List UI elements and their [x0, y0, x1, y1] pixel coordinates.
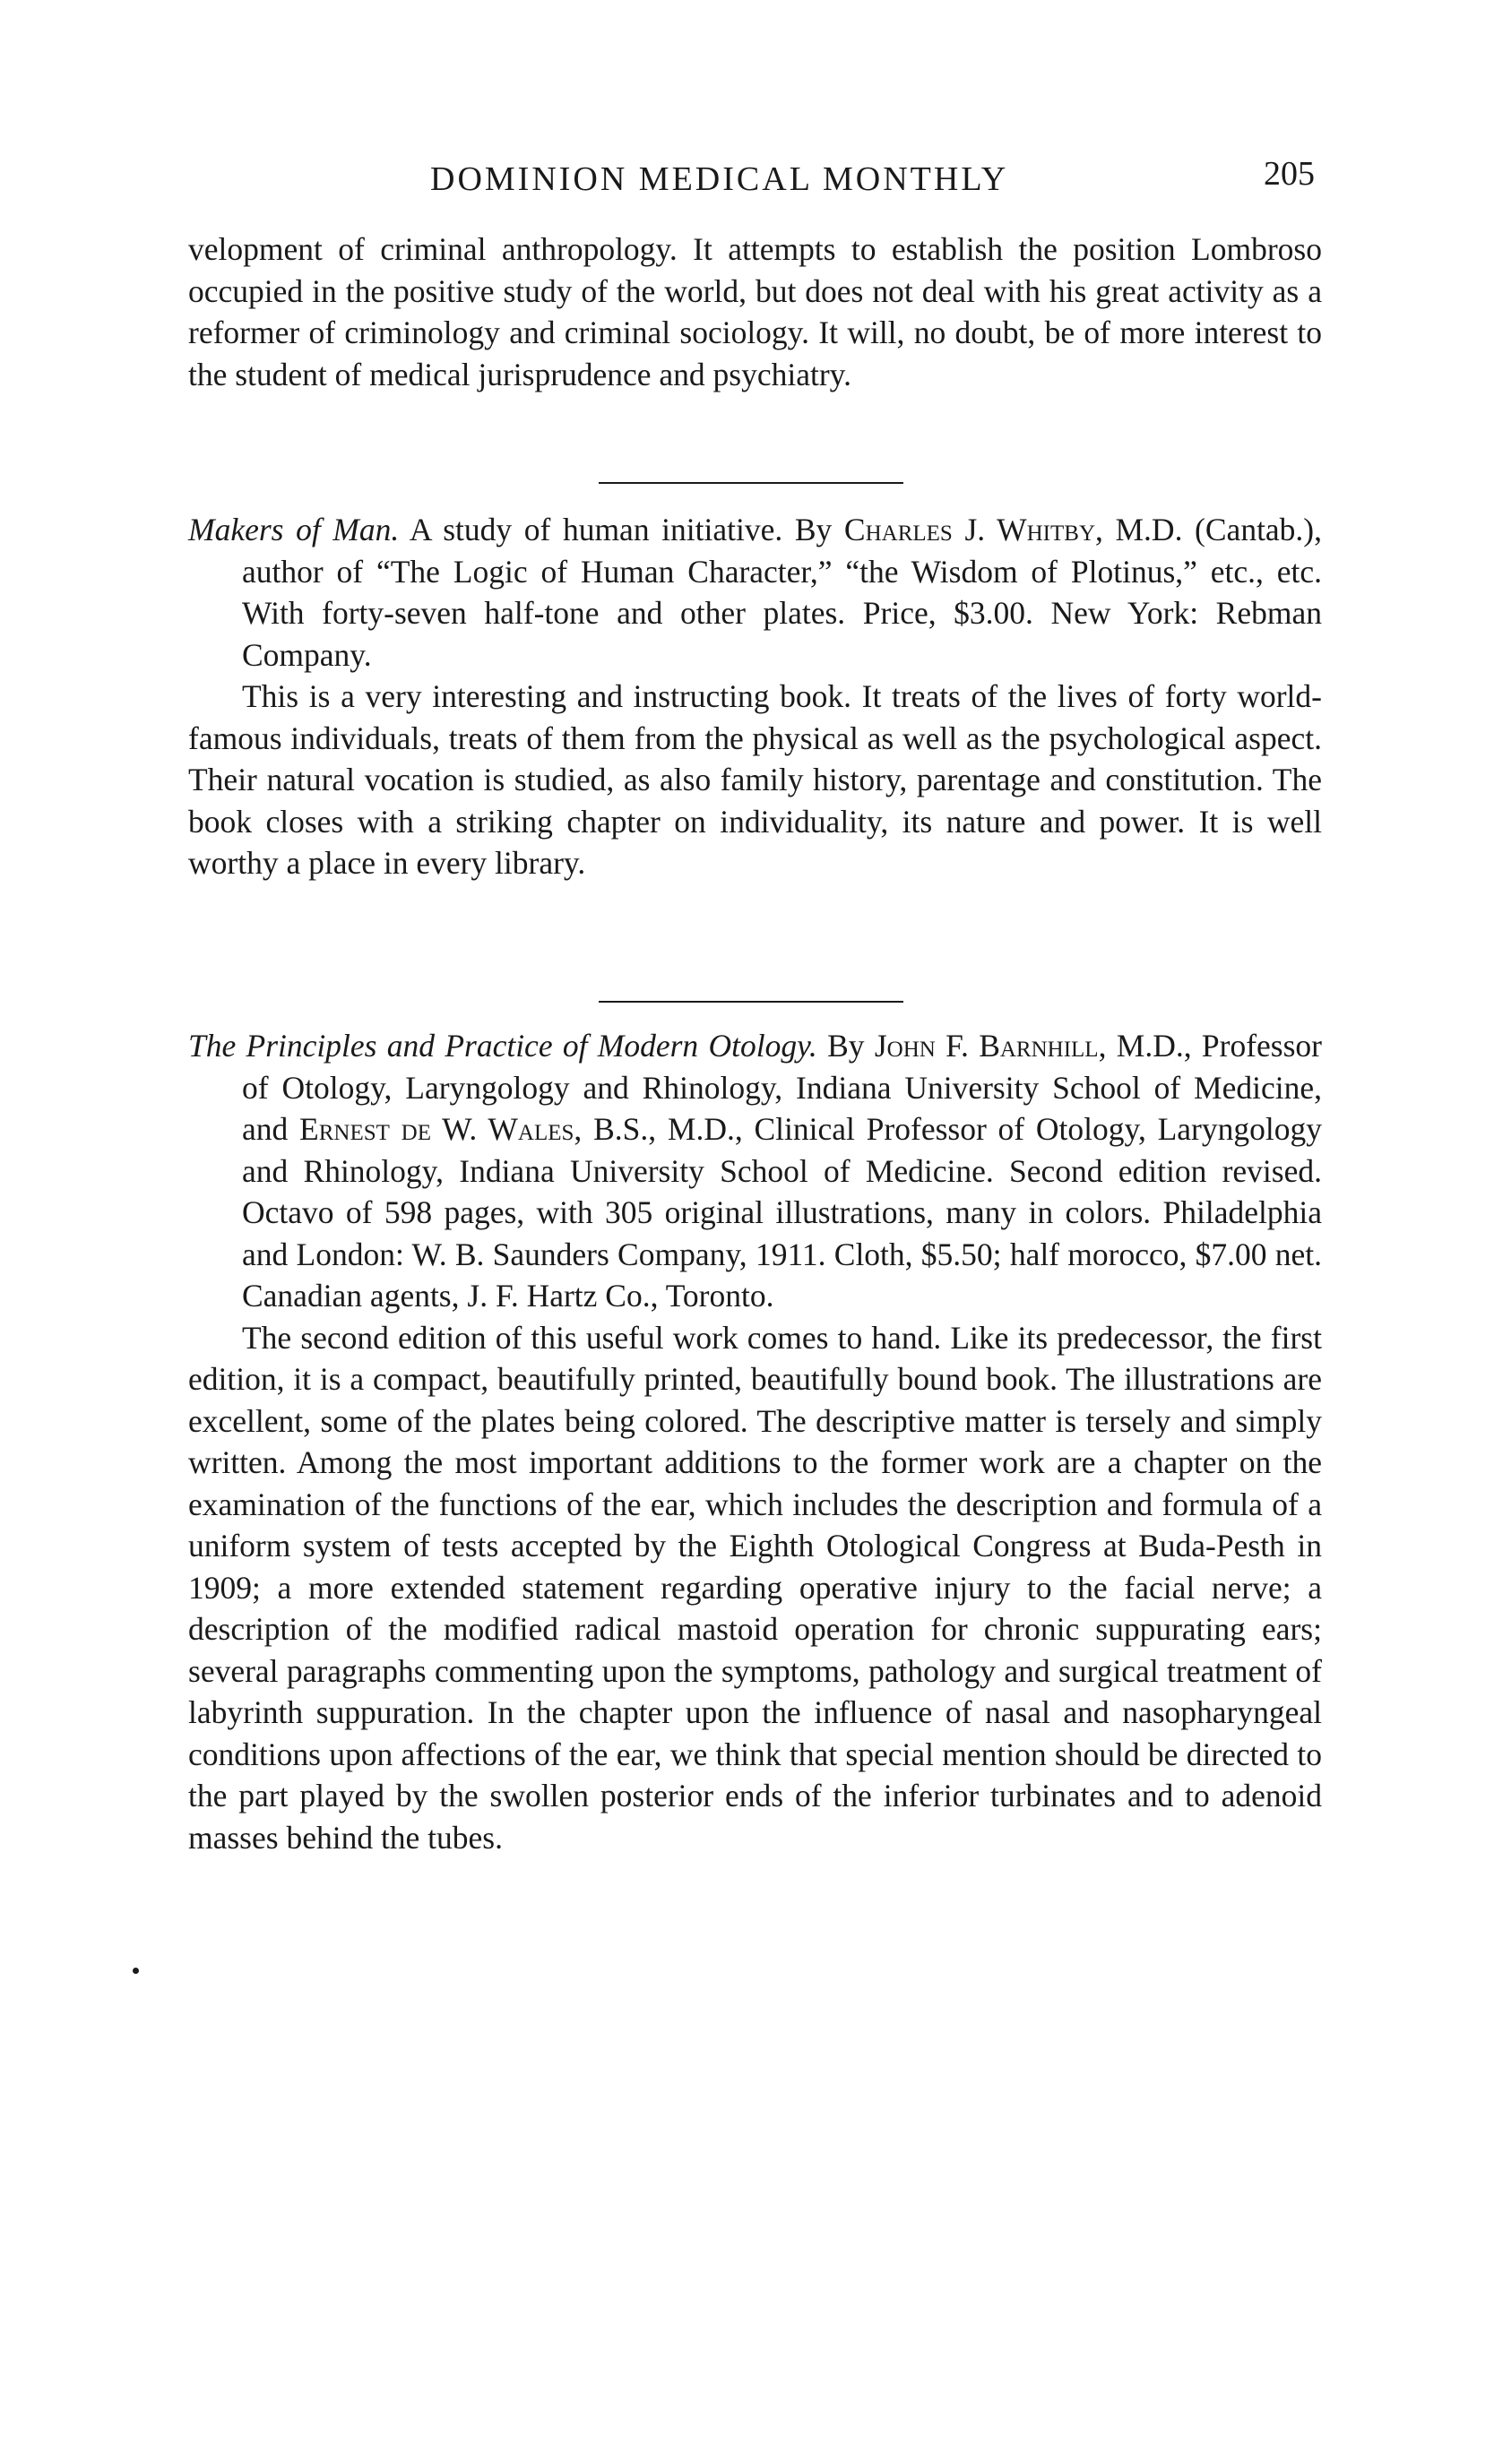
entry-text: M.D., Professor of Otology, Laryngology and Rhinology, Indiana University School of Medicine, and — [242, 1028, 1322, 1147]
section-divider — [599, 482, 903, 484]
review-paragraph: The second edition of this useful work comes to hand. Like its predecessor, the first edition, it is a compact, beautifully printed, beautifully bound book. The illustrations are excellent, some of the plates being colored. The descriptive matter is tersely and simply written. Among the most important additions to the former work are a chapter on the examination of the functions of the ear, which includes the description and formula of a uniform system of tests accepted by the Eighth Otological Congress at Buda-Pesth in 1909; a more extended statement regarding operative injury to the facial nerve; a description of the modified radical mastoid operation for chronic suppurating ears; several paragraphs commenting upon the symptoms, pathology and surgical treatment of labyrinth suppuration. In the chapter upon the influence of nasal and nasopharyngeal conditions upon affections of the ear, we think that special mention should be directed to the part played by the swollen posterior ends of the inferior turbinates and to adenoid masses behind the tubes. — [188, 1319, 1322, 1856]
continuation-block — [188, 228, 1322, 395]
continuation-paragraph: velopment of criminal anthropology. It attempts to establish the position Lombroso occupied in the positive study of the world, but does not deal with his great activity as a reformer of criminology and criminal sociology. It will, no doubt, be of more interest to the student of medical jurisprudence and psychiatry. — [188, 231, 1322, 392]
entry-text: M.D. (Cantab.), author of “The Logic of Human Character,” “the Wisdom of Plotinus,” etc., etc. With forty-seven half-tone and other plates. Price, $3.00. New York: Rebman Company. — [242, 512, 1323, 673]
entry-text: By — [816, 1028, 875, 1064]
entry-text: B.S., M.D., Clinical Professor of Otology, Laryngology and Rhinology, Indiana University School of Medicine. Second edition revised. Octavo of 598 pages, with 305 original illustrations, many in colors. Philadelphia and London: W. B. Saunders Company, 1911. Cloth, $5.50; half morocco, $7.00 net. Canadian agents, J. F. Hartz Co., Toronto. — [242, 1111, 1322, 1314]
author-name: Ernest de W. Wales, — [299, 1111, 583, 1147]
entry-text: A study of human initiative. By — [399, 512, 844, 547]
book-title: The Principles and Practice of Modern Otology. — [188, 1028, 817, 1064]
section-divider — [599, 1001, 903, 1003]
running-head — [188, 155, 1315, 213]
review-modern-otology — [188, 1025, 1322, 1858]
review-paragraph: This is a very interesting and instructing book. It treats of the lives of forty world-famous individuals, treats of them from the physical as well as the psychological aspect. Their natural vocation is studied, as also family history, parentage and constitution. The book closes with a striking chapter on individuality, its nature and power. It is well worthy a place in every library. — [188, 678, 1322, 881]
journal-title: DOMINION MEDICAL MONTHLY — [430, 160, 1009, 198]
book-title: Makers of Man. — [188, 512, 400, 547]
print-artifact-dot — [133, 1968, 139, 1974]
bibliographic-entry — [188, 1025, 1322, 1317]
author-name: Charles J. Whitby, — [843, 512, 1103, 547]
bibliographic-entry — [188, 509, 1322, 676]
page-number: 205 — [1264, 155, 1315, 193]
review-makers-of-man — [188, 509, 1322, 884]
author-name: John F. Barnhill, — [874, 1028, 1107, 1064]
